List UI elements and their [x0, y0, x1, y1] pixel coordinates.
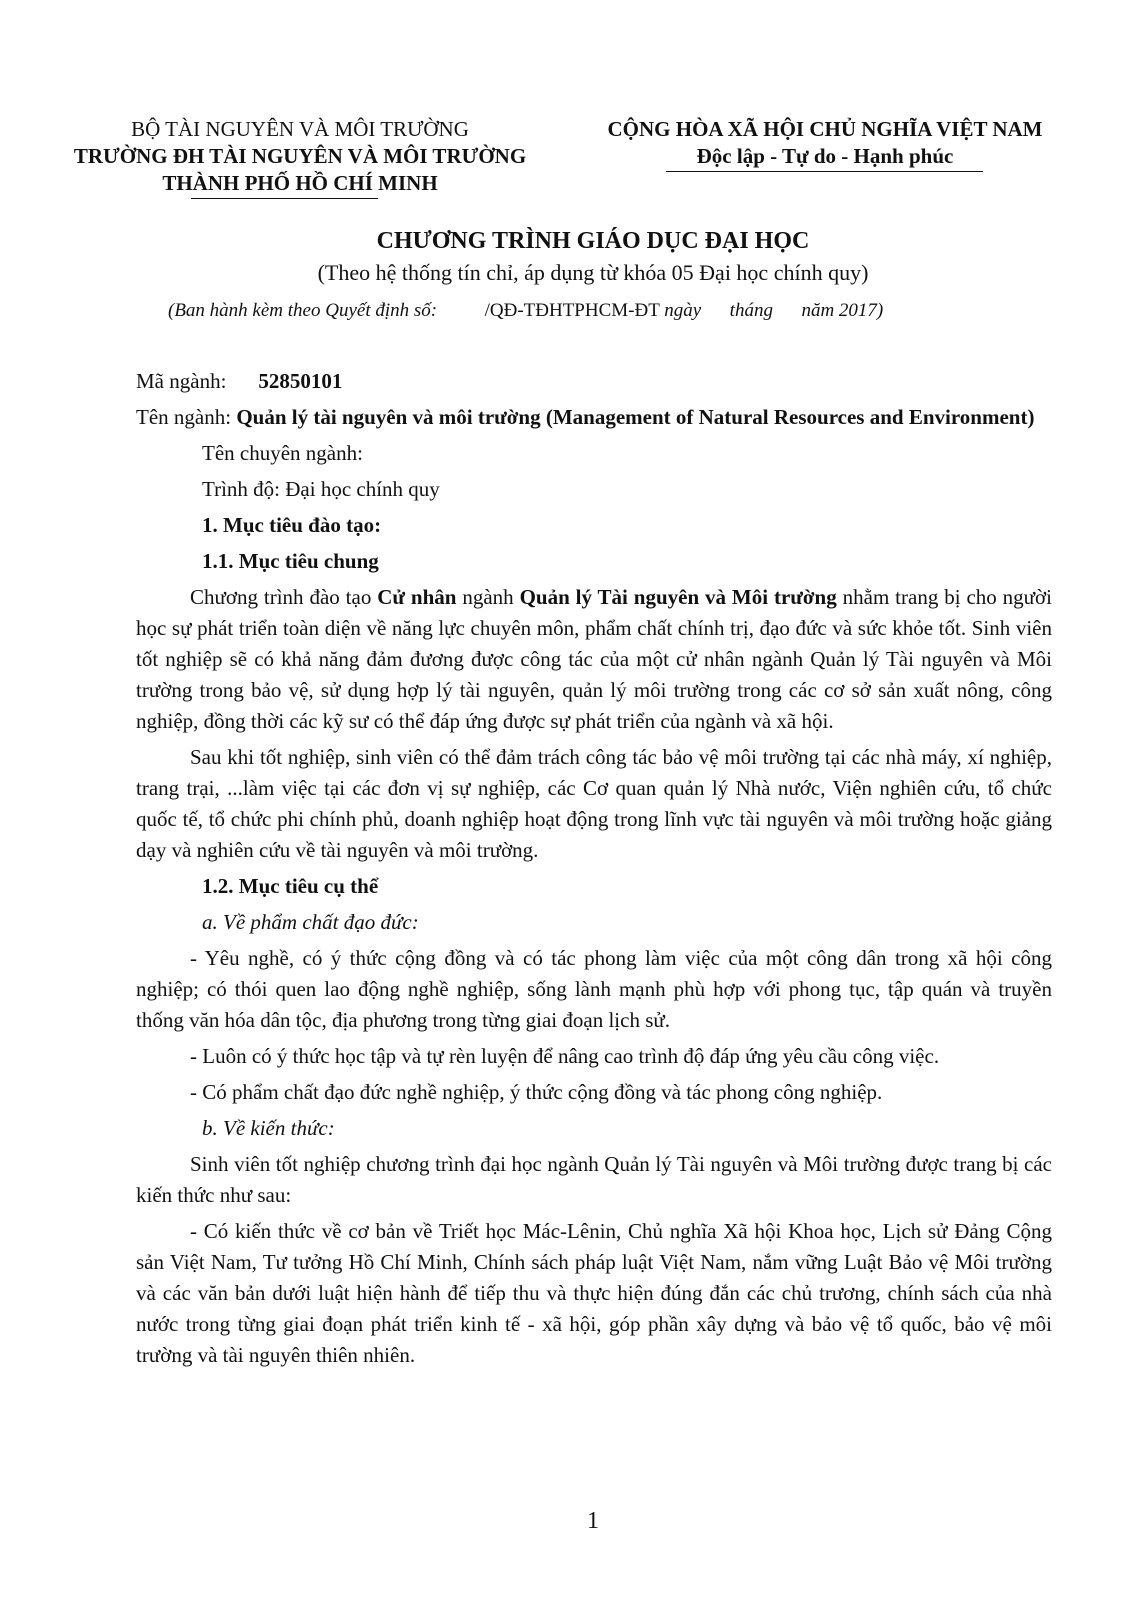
p1-program: Quản lý Tài nguyên và Môi trường — [519, 585, 837, 609]
ethics-item-3: - Có phẩm chất đạo đức nghề nghiệp, ý thức cộng đồng và tác phong công nghiệp. — [190, 1080, 883, 1104]
p1-text-a: Chương trình đào tạo — [190, 585, 378, 609]
p1-degree: Cử nhân — [377, 585, 457, 609]
header-left-underline — [191, 198, 378, 199]
p1-text-c: ngành — [456, 585, 520, 609]
ethics-item-2: - Luôn có ý thức học tập và tự rèn luyện để nâng cao trình độ đáp ứng yêu cầu công việc. — [190, 1044, 940, 1068]
ethics-item-1: - Yêu nghề, có ý thức cộng đồng và có tác phong làm việc của một công dân trong xã hội công nghiệp; có thói quen lao động nghề nghiệp, sống lành mạnh phù hợp với phong tục, tập quán và truyền thống văn hóa dân tộc, địa phương trong từng giai đoạn lịch sử. — [136, 946, 1052, 1032]
p1-text-e: nhằm trang bị cho người học sự phát triển toàn diện về năng lực chuyên môn, phẩm chất chính trị, đạo đức và sức khỏe tốt. Sinh viên tốt nghiệp sẽ có khả năng đảm đương được công tác của một cử nhân ngành Quản lý Tài nguyên và Môi trường trong bảo vệ, sử dụng hợp lý tài nguyên, quản lý môi trường trong các cơ sở sản xuất nông, công nghiệp, đồng thời các kỹ sư có thể đáp ứng được sự phát triển của ngành và xã hội. — [136, 585, 1053, 733]
section-heading-1-2: 1.2. Mục tiêu cụ thể — [202, 874, 379, 898]
decree-line — [168, 300, 883, 322]
document-title: CHƯƠNG TRÌNH GIÁO DỤC ĐẠI HỌC — [376, 228, 810, 254]
header-right-underline — [666, 171, 983, 172]
knowledge-item-1: - Có kiến thức về cơ bản về Triết học Mác-Lênin, Chủ nghĩa Xã hội Khoa học, Lịch sử Đảng Cộng sản Việt Nam, Tư tưởng Hồ Chí Minh, Chính sách pháp luật Việt Nam, nắm vững Luật Bảo vệ Môi trường và các văn bản dưới luật hiện hành để tiếp thu và thực hiện đúng đắn các chủ trương, chính sách của nhà nước trong từng giai đoạn phát triển kinh tế - xã hội, góp phần xây dựng và bảo vệ tổ quốc, bảo vệ môi trường và tài nguyên thiên nhiên. — [136, 1219, 1052, 1367]
university-name: TRƯỜNG ĐH TÀI NGUYÊN VÀ MÔI TRƯỜNG — [73, 144, 527, 168]
program-name — [136, 402, 1052, 433]
education-level: Trình độ: Đại học chính quy — [202, 477, 440, 501]
national-motto: Độc lập - Tự do - Hạnh phúc — [696, 144, 954, 168]
university-city: THÀNH PHỐ HỒ CHÍ MINH — [162, 171, 438, 195]
section-heading-1-1: 1.1. Mục tiêu chung — [202, 549, 379, 573]
program-code-value: 52850101 — [258, 369, 343, 393]
subheading-knowledge: b. Về kiến thức: — [202, 1116, 335, 1140]
specialization-label: Tên chuyên ngành: — [202, 441, 363, 465]
decree-number: /QĐ-TĐHTPHCM-ĐT — [484, 300, 660, 321]
page-number: 1 — [587, 1508, 599, 1534]
document-subtitle: (Theo hệ thống tín chỉ, áp dụng từ khóa 05 Đại học chính quy) — [317, 260, 869, 285]
document-body — [136, 366, 1052, 1371]
program-code-label: Mã ngành: — [136, 369, 227, 393]
subheading-ethics: a. Về phẩm chất đạo đức: — [202, 910, 419, 934]
program-name-label: Tên ngành: — [136, 405, 232, 429]
section-heading-1: 1. Mục tiêu đào tạo: — [202, 513, 382, 537]
program-code — [136, 366, 1052, 397]
national-name: CỘNG HÒA XÃ HỘI CHỦ NGHĨA VIỆT NAM — [607, 117, 1043, 141]
paragraph-general-objective — [136, 582, 1052, 737]
ministry-name: BỘ TÀI NGUYÊN VÀ MÔI TRƯỜNG — [131, 117, 469, 141]
decree-part1: (Ban hành kèm theo Quyết định số: — [168, 300, 438, 321]
paragraph-career: Sau khi tốt nghiệp, sinh viên có thể đảm trách công tác bảo vệ môi trường tại các nhà máy, xí nghiệp, trang trại, ...làm việc tại các đơn vị sự nghiệp, các Cơ quan quản lý Nhà nước, Viện nghiên cứu, tổ chức quốc tế, tổ chức phi chính phủ, doanh nghiệp hoạt động trong lĩnh vực tài nguyên và môi trường hoặc giảng dạy và nghiên cứu về tài nguyên và môi trường. — [136, 745, 1052, 862]
knowledge-intro: Sinh viên tốt nghiệp chương trình đại học ngành Quản lý Tài nguyên và Môi trường được trang bị các kiến thức như sau: — [136, 1152, 1052, 1207]
ministry-header — [50, 116, 550, 197]
national-header — [572, 116, 1078, 170]
program-name-value: Quản lý tài nguyên và môi trường (Management of Natural Resources and Environment) — [236, 405, 1035, 429]
decree-date: ngày tháng năm 2017) — [664, 300, 884, 321]
